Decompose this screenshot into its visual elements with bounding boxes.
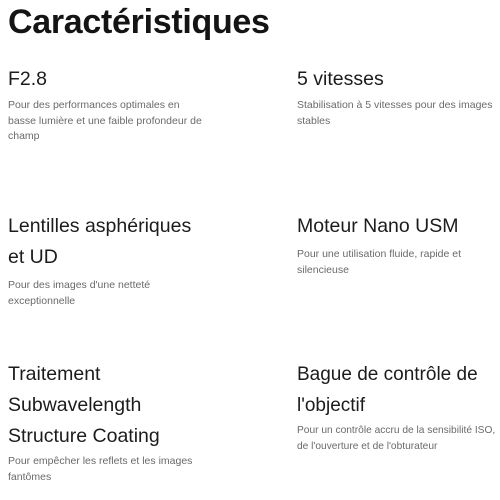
feature-title: [297, 64, 497, 95]
feature-title-line: Traitement: [8, 363, 101, 385]
feature-title: [8, 359, 203, 452]
feature-title-line: Lentilles asphériques: [8, 215, 192, 237]
feature-coating: [8, 359, 203, 485]
feature-description: Pour une utilisation fluide, rapide et silencieuse: [297, 248, 462, 276]
feature-title-line: F2.8: [8, 68, 48, 90]
feature-title-line: Structure Coating: [8, 425, 160, 447]
feature-description: Pour un contrôle accru de la sensibilité ISO, de l'ouverture et de l'obturateur: [297, 425, 496, 452]
feature-title-line: Bague de contrôle de: [297, 364, 478, 385]
feature-title: [297, 211, 497, 242]
feature-description: Pour des performances optimales en basse lumière et une faible profondeur de champ: [8, 99, 202, 142]
feature-stabilization: [297, 64, 497, 129]
feature-title-line: Subwavelength: [8, 394, 142, 416]
feature-control-ring: [297, 359, 497, 454]
feature-title: [8, 64, 203, 95]
feature-description: Stabilisation à 5 vitesses pour des images stables: [297, 99, 493, 127]
feature-description: Pour empêcher les reflets et les images fantômes: [8, 455, 193, 483]
page-title: Caractéristiques: [8, 3, 270, 41]
feature-title: [8, 211, 203, 273]
feature-title-line: 5 vitesses: [297, 68, 384, 90]
feature-title-line: l'objectif: [297, 395, 366, 416]
feature-aperture: [8, 64, 203, 145]
feature-title-line: Moteur Nano USM: [297, 215, 459, 237]
feature-title-line: et UD: [8, 246, 58, 268]
feature-title: [297, 359, 497, 421]
feature-motor: [297, 211, 497, 278]
feature-lenses: [8, 211, 203, 309]
feature-description: Pour des images d'une netteté exceptionnelle: [8, 279, 151, 307]
